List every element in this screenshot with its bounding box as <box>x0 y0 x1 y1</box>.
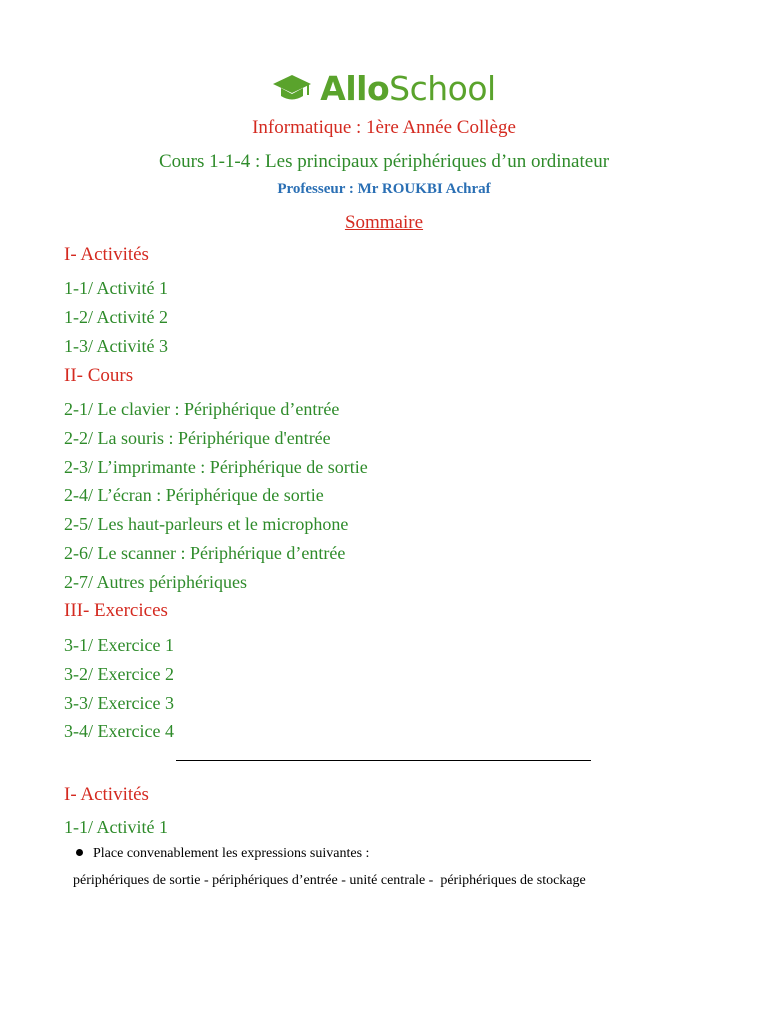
summary-item: 2-5/ Les haut-parleurs et le microphone <box>64 514 349 534</box>
summary-item: 1-1/ Activité 1 <box>64 278 168 298</box>
summary-item: 2-1/ Le clavier : Périphérique d’entrée <box>64 399 340 419</box>
summary-item: 1-2/ Activité 2 <box>64 307 168 327</box>
graduation-cap-icon <box>272 71 312 105</box>
summary-item: 2-6/ Le scanner : Périphérique d’entrée <box>64 543 346 563</box>
alloschool-logo <box>0 66 768 110</box>
summary-title: Sommaire <box>344 212 424 233</box>
summary-item: 2-3/ L’imprimante : Périphérique de sortie <box>64 457 368 477</box>
summary-item: 2-2/ La souris : Périphérique d'entrée <box>64 428 331 448</box>
instruction-text: Place convenablement les expressions suivantes : <box>93 846 370 861</box>
summary-item: 2-7/ Autres périphériques <box>64 572 247 592</box>
divider <box>176 760 591 761</box>
subject-title: Informatique : 1ère Année Collège <box>252 117 516 138</box>
summary-section-title: II- Cours <box>64 365 134 386</box>
summary-item: 2-4/ L’écran : Périphérique de sortie <box>64 485 324 505</box>
summary-item: 3-1/ Exercice 1 <box>64 635 174 655</box>
logo-text: AlloSchool <box>320 68 496 108</box>
section-title: I- Activités <box>64 784 149 805</box>
bullet-icon <box>76 849 83 856</box>
subsection-title: 1-1/ Activité 1 <box>64 817 168 837</box>
instruction-bullet <box>76 846 369 862</box>
summary-item: 3-4/ Exercice 4 <box>64 721 174 741</box>
teacher-name: Professeur : Mr ROUKBI Achraf <box>277 181 491 197</box>
summary-item: 3-2/ Exercice 2 <box>64 664 174 684</box>
expressions-list: périphériques de sortie - périphériques d’entrée - unité centrale - périphériques de stockage <box>73 873 586 888</box>
summary-section-title: III- Exercices <box>64 600 168 621</box>
summary-section-title: I- Activités <box>64 244 149 265</box>
summary-item: 3-3/ Exercice 3 <box>64 693 174 713</box>
summary-item: 1-3/ Activité 3 <box>64 336 168 356</box>
course-title: Cours 1-1-4 : Les principaux périphériques d’un ordinateur <box>158 151 610 172</box>
